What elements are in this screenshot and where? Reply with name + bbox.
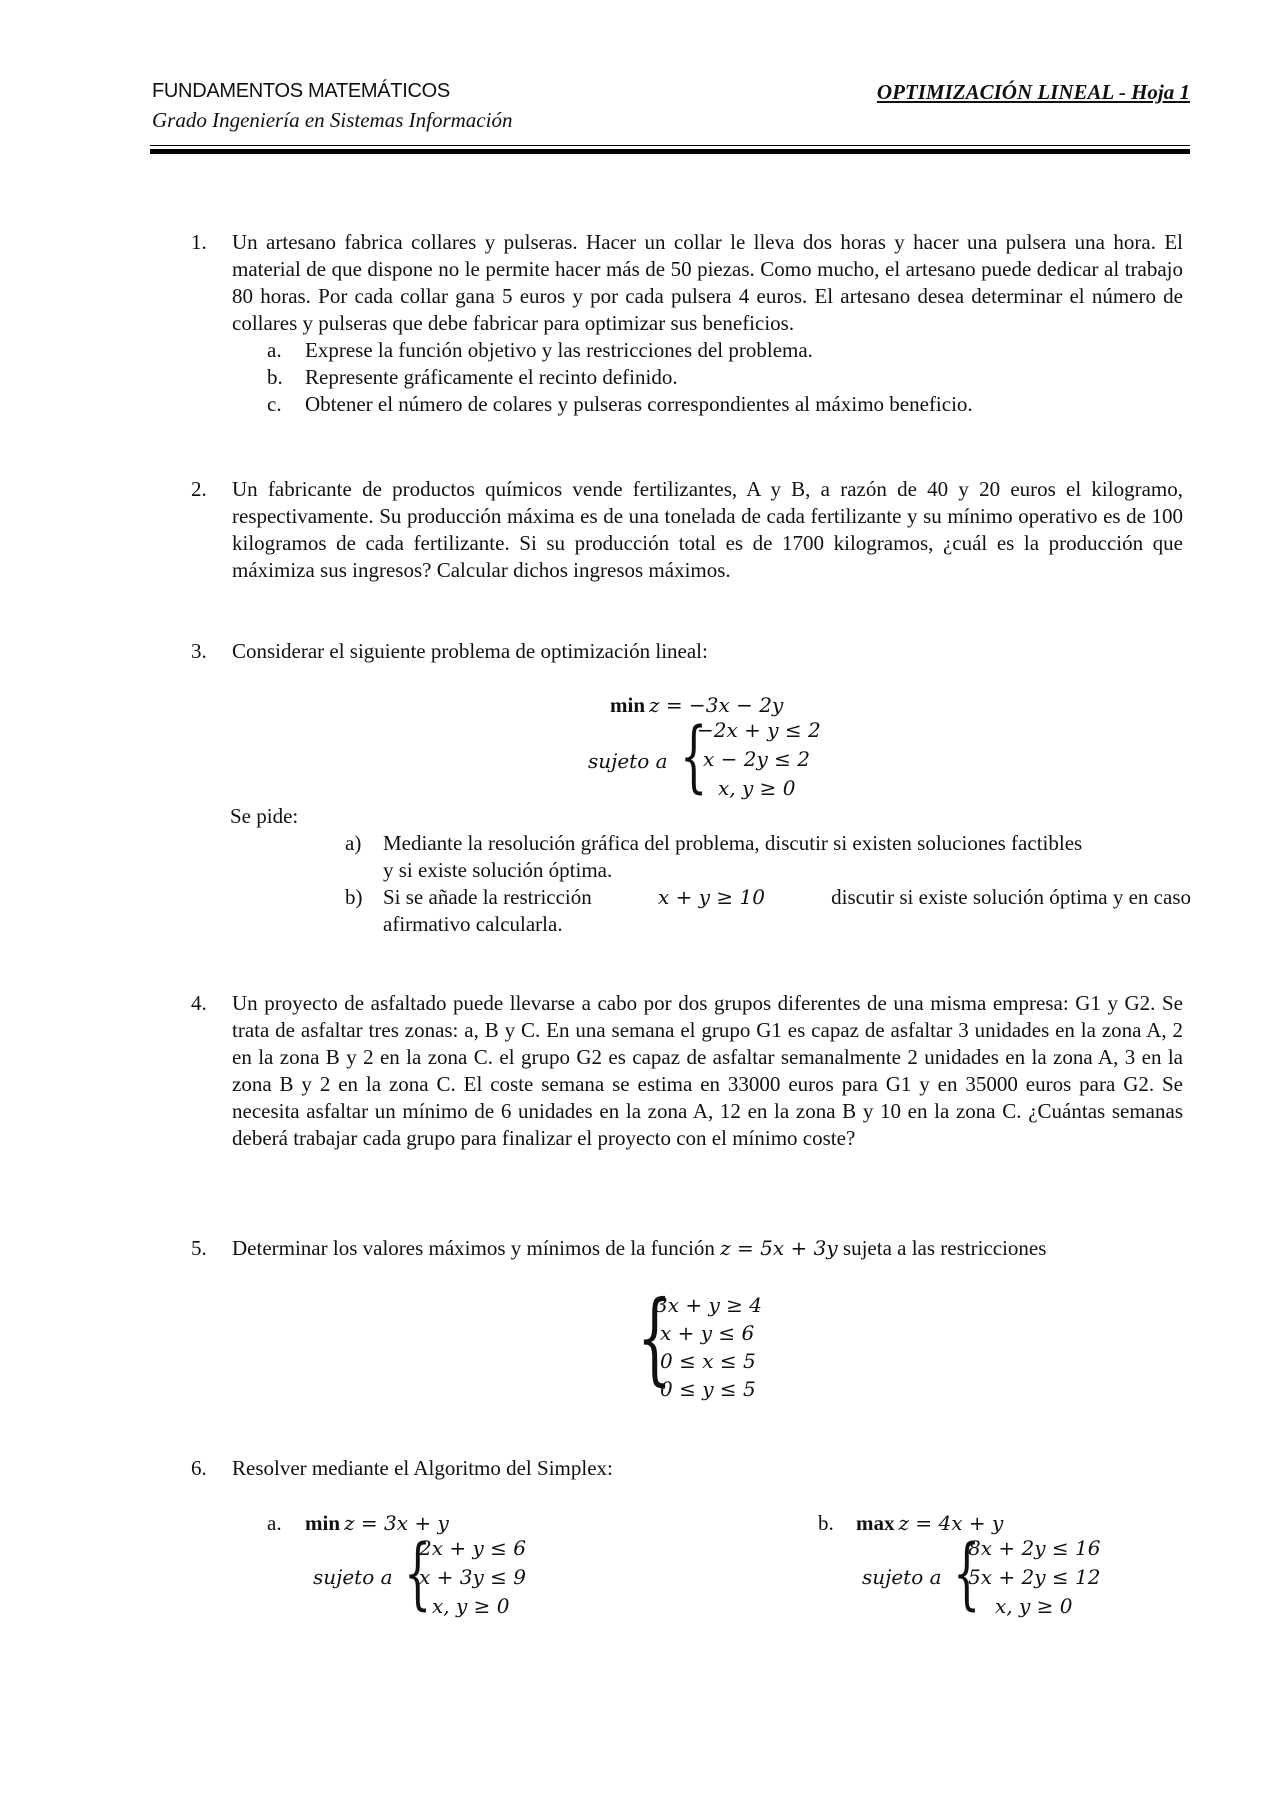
problem-text: Resolver mediante el Algoritmo del Simplex: — [232, 1456, 613, 1480]
problem-number: 2. — [191, 477, 207, 501]
constraint: 2x + y ≤ 6 — [419, 1536, 526, 1560]
problem-text — [232, 1235, 1183, 1262]
constraint-brace: { — [637, 1279, 672, 1396]
problem-text: Un fabricante de productos químicos vende fertilizantes, A y B, a razón de 40 y 20 euros el kilogramo, respectivamente. Su producción máxima es de una tonelada de cada fertilizante y su mínimo operativo es de 100 kilogramos de cada fertilizante. Si su producción total es de 1700 kilogramos, ¿cuál es la producción que máximiza sus ingresos? Calcular dichos ingresos máximos. — [232, 477, 1183, 582]
constraint-brace: { — [680, 712, 708, 802]
part-text-line1: Mediante la resolución gráfica del problema, discutir si existen soluciones factibles — [383, 831, 1083, 855]
part-text-pre: Si se añade la restricción — [383, 885, 592, 909]
part-text-line1 — [383, 884, 1191, 911]
problem-number: 5. — [191, 1236, 207, 1260]
problem-number: 1. — [191, 230, 207, 254]
part-label: c. — [267, 392, 282, 416]
constraint: 8x + 2y ≤ 16 — [968, 1536, 1101, 1560]
constraint: x, y ≥ 0 — [432, 1594, 510, 1618]
constraint: 0 ≤ y ≤ 5 — [660, 1377, 756, 1401]
ask-label: Se pide: — [230, 804, 299, 828]
objective-keyword: min — [305, 1511, 341, 1535]
objective-function: z = 5x + 3y — [720, 1236, 838, 1260]
problem-number: 6. — [191, 1456, 207, 1480]
problem-text: Un artesano fabrica collares y pulseras. Hacer un collar le lleva dos horas y hacer una pulsera una hora. El material de que dispone no le permite hacer más de 50 piezas. Como mucho, el artesano puede dedicar al trabajo 80 horas. Por cada collar gana 5 euros y por cada pulsera 4 euros. El artesano desea determinar el número de collares y pulseras que debe fabricar para optimizar sus beneficios. — [232, 230, 1183, 335]
part-label: a. — [267, 1511, 282, 1535]
constraint: x + y ≤ 6 — [660, 1321, 755, 1345]
added-constraint: x + y ≥ 10 — [657, 885, 765, 909]
part-text: Represente gráficamente el recinto definido. — [305, 365, 678, 389]
p6b-objective — [856, 1510, 1003, 1537]
objective-function: z = 3x + y — [344, 1511, 449, 1535]
constraint: x − 2y ≤ 2 — [703, 747, 810, 771]
text-pre: Determinar los valores máximos y mínimos de la función — [232, 1236, 715, 1260]
problem-text: Un proyecto de asfaltado puede llevarse a cabo por dos grupos diferentes de una misma empresa: G1 y G2. Se trata de asfaltar tres zonas: a, B y C. En una semana el grupo G1 es capaz de asfaltar 3 unidades en la zona A, 2 en la zona B y 2 en la zona C. el grupo G2 es capaz de asfaltar semanalmente 2 unidades en la zona A, 3 en la zona B y 2 en la zona C. El coste semana se estima en 33000 euros para G1 y en 35000 euros para G2. Se necesita asfaltar un mínimo de 6 unidades en la zona A, 12 en la zona B y 10 en la zona C. ¿Cuántas semanas deberá trabajar cada grupo para finalizar el proyecto con el mínimo coste? — [232, 991, 1183, 1150]
part-text: Exprese la función objetivo y las restricciones del problema. — [305, 338, 813, 362]
objective-function: z = 4x + y — [898, 1511, 1004, 1535]
constraint: x, y ≥ 0 — [718, 776, 796, 800]
constraint: x + 3y ≤ 9 — [419, 1565, 526, 1589]
part-text: Obtener el número de colares y pulseras correspondientes al máximo beneficio. — [305, 392, 973, 416]
problem-number: 3. — [191, 639, 207, 663]
constraint: 5x + 2y ≤ 12 — [968, 1565, 1101, 1589]
problem-number: 4. — [191, 991, 207, 1015]
objective-function: z = −3x − 2y — [649, 693, 784, 717]
header-rule-thin — [150, 145, 1190, 146]
part-label: b. — [818, 1511, 834, 1535]
part-label: a. — [267, 338, 282, 362]
course-title: FUNDAMENTOS MATEMÁTICOS — [152, 80, 450, 102]
subject-to-label: sujeto a — [313, 1565, 393, 1589]
constraint-brace: { — [404, 1529, 432, 1619]
text-post: sujeta a las restricciones — [842, 1236, 1047, 1260]
part-text-line2: y si existe solución óptima. — [383, 858, 613, 882]
header-rule-thick — [150, 149, 1190, 154]
degree-name: Grado Ingeniería en Sistemas Información — [152, 108, 513, 132]
problem-text: Considerar el siguiente problema de optimización lineal: — [232, 639, 708, 663]
objective-keyword: max — [856, 1511, 895, 1535]
subject-to-label: sujeto a — [588, 749, 668, 773]
constraint-brace: { — [953, 1529, 981, 1619]
constraint: −2x + y ≤ 2 — [697, 718, 821, 742]
part-label: a) — [345, 831, 362, 855]
part-text-post: discutir si existe solución óptima y en caso — [831, 885, 1191, 909]
constraint: x, y ≥ 0 — [995, 1594, 1073, 1618]
constraint: 0 ≤ x ≤ 5 — [660, 1349, 756, 1373]
part-label: b. — [267, 365, 283, 389]
part-text-line2: afirmativo calcularla. — [383, 912, 563, 936]
subject-to-label: sujeto a — [862, 1565, 942, 1589]
objective-keyword: min — [610, 693, 646, 717]
sheet-title: OPTIMIZACIÓN LINEAL - Hoja 1 — [876, 80, 1190, 104]
part-label: b) — [345, 885, 363, 909]
constraint: 3x + y ≥ 4 — [655, 1293, 762, 1317]
